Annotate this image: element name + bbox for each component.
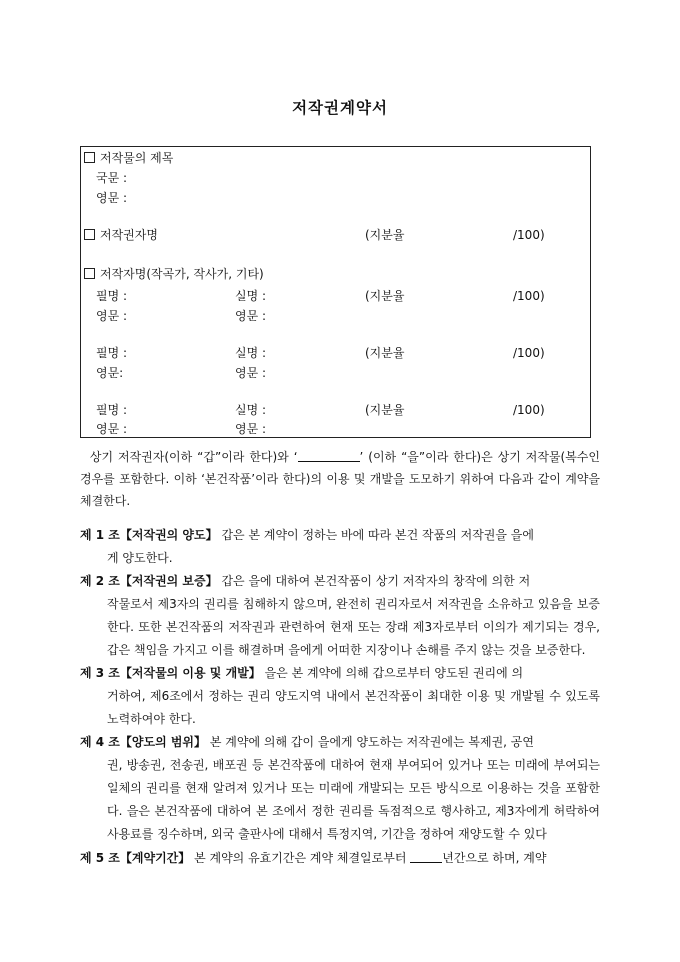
article-text: 을은 본 계약에 의해 갑으로부터 양도된 권리에 의 [264, 666, 524, 680]
article-heading: 제 3 조【저작물의 이용 및 개발】 [80, 666, 261, 680]
author-pct: /100) [513, 346, 545, 360]
article-heading: 제 2 조【저작권의 보증】 [80, 574, 218, 588]
author-real-english: 영문 : [235, 366, 267, 380]
copyright-holder-pct: /100) [513, 228, 545, 242]
article-1 [80, 524, 600, 570]
author-pen-english: 영문 : [96, 422, 128, 436]
article-heading: 제 5 조【계약기간】 [80, 851, 191, 865]
author-real-english: 영문 : [235, 422, 267, 436]
author-pen-name: 필명 : [96, 403, 128, 417]
authors-section [84, 267, 264, 281]
article-text-cont: 게 양도한다. [107, 551, 173, 565]
author-share: (지분율 [365, 403, 405, 417]
article-2 [80, 570, 600, 662]
article-text-cont: 거하여, 제6조에서 정하는 권리 양도지역 내에서 본건작품이 최대한 이용 및 개발될 수 있도록 노력하여야 한다. [107, 689, 600, 726]
author-pen-name: 필명 : [96, 346, 128, 360]
work-title-english: 영문 : [96, 191, 128, 205]
author-pct: /100) [513, 289, 545, 303]
author-share: (지분율 [365, 346, 405, 360]
author-real-name: 실명 : [235, 289, 267, 303]
article-text: 본 계약에 의해 갑이 을에게 양도하는 저작권에는 복제권, 공연 [209, 735, 534, 749]
author-pct: /100) [513, 403, 545, 417]
article-text: 본 계약의 유효기간은 계약 체결일로부터 [194, 851, 407, 865]
contract-years-blank[interactable] [410, 851, 442, 863]
article-text-cont: 권, 방송권, 전송권, 배포권 등 본건작품에 대하여 현재 부여되어 있거나 또는 미래에 부여되는 일체의 권리를 현재 알려져 있거나 또는 미래에 개발되는 모든 방식으로 이용하는 것을 포함한다. 을은 본건작품에 대하여 본 조에서 정한 권리를 독점적으로 행사하고, 제3자에게 허락하여 사용료를 징수하며, 외국 출판사에 대해서 특정지역, 기간을 정하여 재양도할 수 있다 [107, 758, 600, 841]
article-text: 갑은 을에 대하여 본건작품이 상기 저작자의 창작에 의한 저 [221, 574, 531, 588]
intro-paragraph [80, 446, 600, 512]
copyright-holder-label: 저작권자명 [100, 228, 158, 242]
contract-info-box [80, 146, 591, 438]
article-text-after-blank: 년간으로 하며, 계약 [442, 851, 547, 865]
article-5 [80, 847, 600, 870]
author-pen-name: 필명 : [96, 289, 128, 303]
article-text: 갑은 본 계약이 정하는 바에 따라 본건 작품의 저작권을 을에 [221, 528, 534, 542]
article-3 [80, 662, 600, 731]
author-pen-english: 영문 : [96, 309, 128, 323]
party-b-blank[interactable] [298, 450, 360, 462]
authors-checkbox[interactable] [84, 268, 95, 279]
author-share: (지분율 [365, 289, 405, 303]
article-4 [80, 731, 600, 846]
work-title-section [84, 151, 173, 165]
author-real-english: 영문 : [235, 309, 267, 323]
author-real-name: 실명 : [235, 403, 267, 417]
author-real-name: 실명 : [235, 346, 267, 360]
article-heading: 제 4 조【양도의 범위】 [80, 735, 207, 749]
intro-part2: ’ (이하 “을”이라 한다)은 상기 저작물(복수인 경우를 포함한다. 이하 ‘본건작품’이라 한다)의 이용 및 개발을 도모하기 위하여 다음과 같이 계약을 체결한다. [80, 450, 600, 508]
article-heading: 제 1 조【저작권의 양도】 [80, 528, 218, 542]
work-title-checkbox[interactable] [84, 152, 95, 163]
author-pen-english: 영문: [96, 366, 124, 380]
article-text-cont: 작물로서 제3자의 권리를 침해하지 않으며, 완전히 권리자로서 저작권을 소유하고 있음을 보증한다. 또한 본건작품의 저작권과 관련하여 현재 또는 장래 제3자로부터 이의가 제기되는 경우, 갑은 책임을 가지고 이를 해결하며 을에게 어떠한 지장이나 손해를 주지 않는 것을 보증한다. [107, 597, 600, 657]
copyright-holder-section [84, 228, 158, 242]
intro-part1: 상기 저작권자(이하 “갑”이라 한다)와 ‘ [89, 450, 298, 464]
work-title-label: 저작물의 제목 [100, 151, 174, 165]
copyright-holder-share: (지분율 [365, 228, 405, 242]
page-title: 저작권계약서 [292, 99, 388, 117]
work-title-korean: 국문 : [96, 171, 128, 185]
copyright-holder-checkbox[interactable] [84, 229, 95, 240]
authors-label: 저작자명(작곡가, 작사가, 기타) [100, 267, 264, 281]
